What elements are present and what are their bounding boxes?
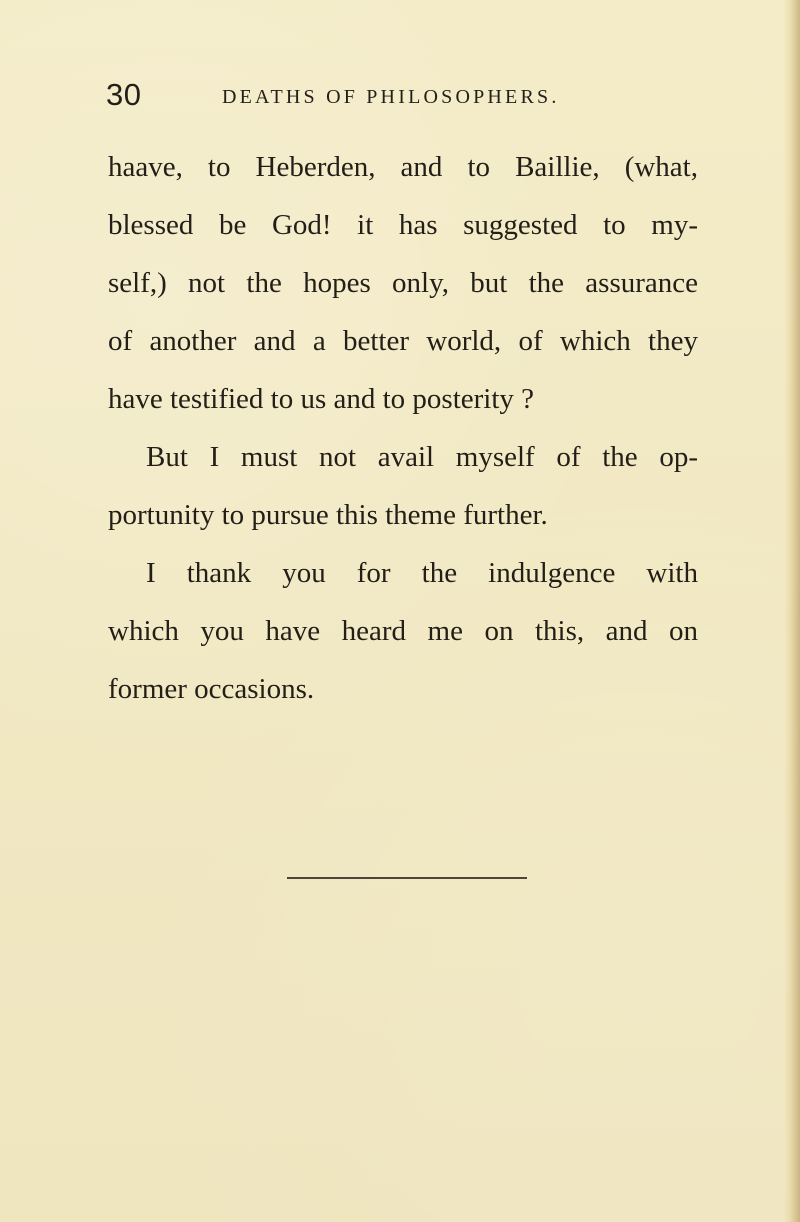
text-line-1: haave, to Heberden, and to Baillie, (what,: [108, 151, 698, 183]
page-edge-shadow: [784, 0, 800, 1222]
text-line-7: portunity to pursue this theme further.: [108, 499, 548, 531]
running-head: DEATHS OF PHILOSOPHERS.: [222, 86, 560, 108]
text-line-3: self,) not the hopes only, but the assurance: [108, 267, 698, 299]
text-line-6: But I must not avail myself of the op-: [146, 441, 698, 473]
text-line-4: of another and a better world, of which they: [108, 325, 698, 357]
text-line-5: have testified to us and to posterity ?: [108, 383, 535, 415]
text-line-10: former occasions.: [108, 673, 315, 705]
page-header: [106, 73, 626, 117]
end-rule: [287, 877, 527, 879]
page-number: 30: [106, 77, 142, 112]
show-through-text: [112, 708, 752, 1088]
text-line-9: which you have heard me on this, and on: [108, 615, 698, 647]
text-line-2: blessed be God! it has suggested to my-: [108, 209, 698, 241]
body-text: [108, 138, 698, 718]
text-line-8: I thank you for the indulgence with: [146, 557, 698, 589]
